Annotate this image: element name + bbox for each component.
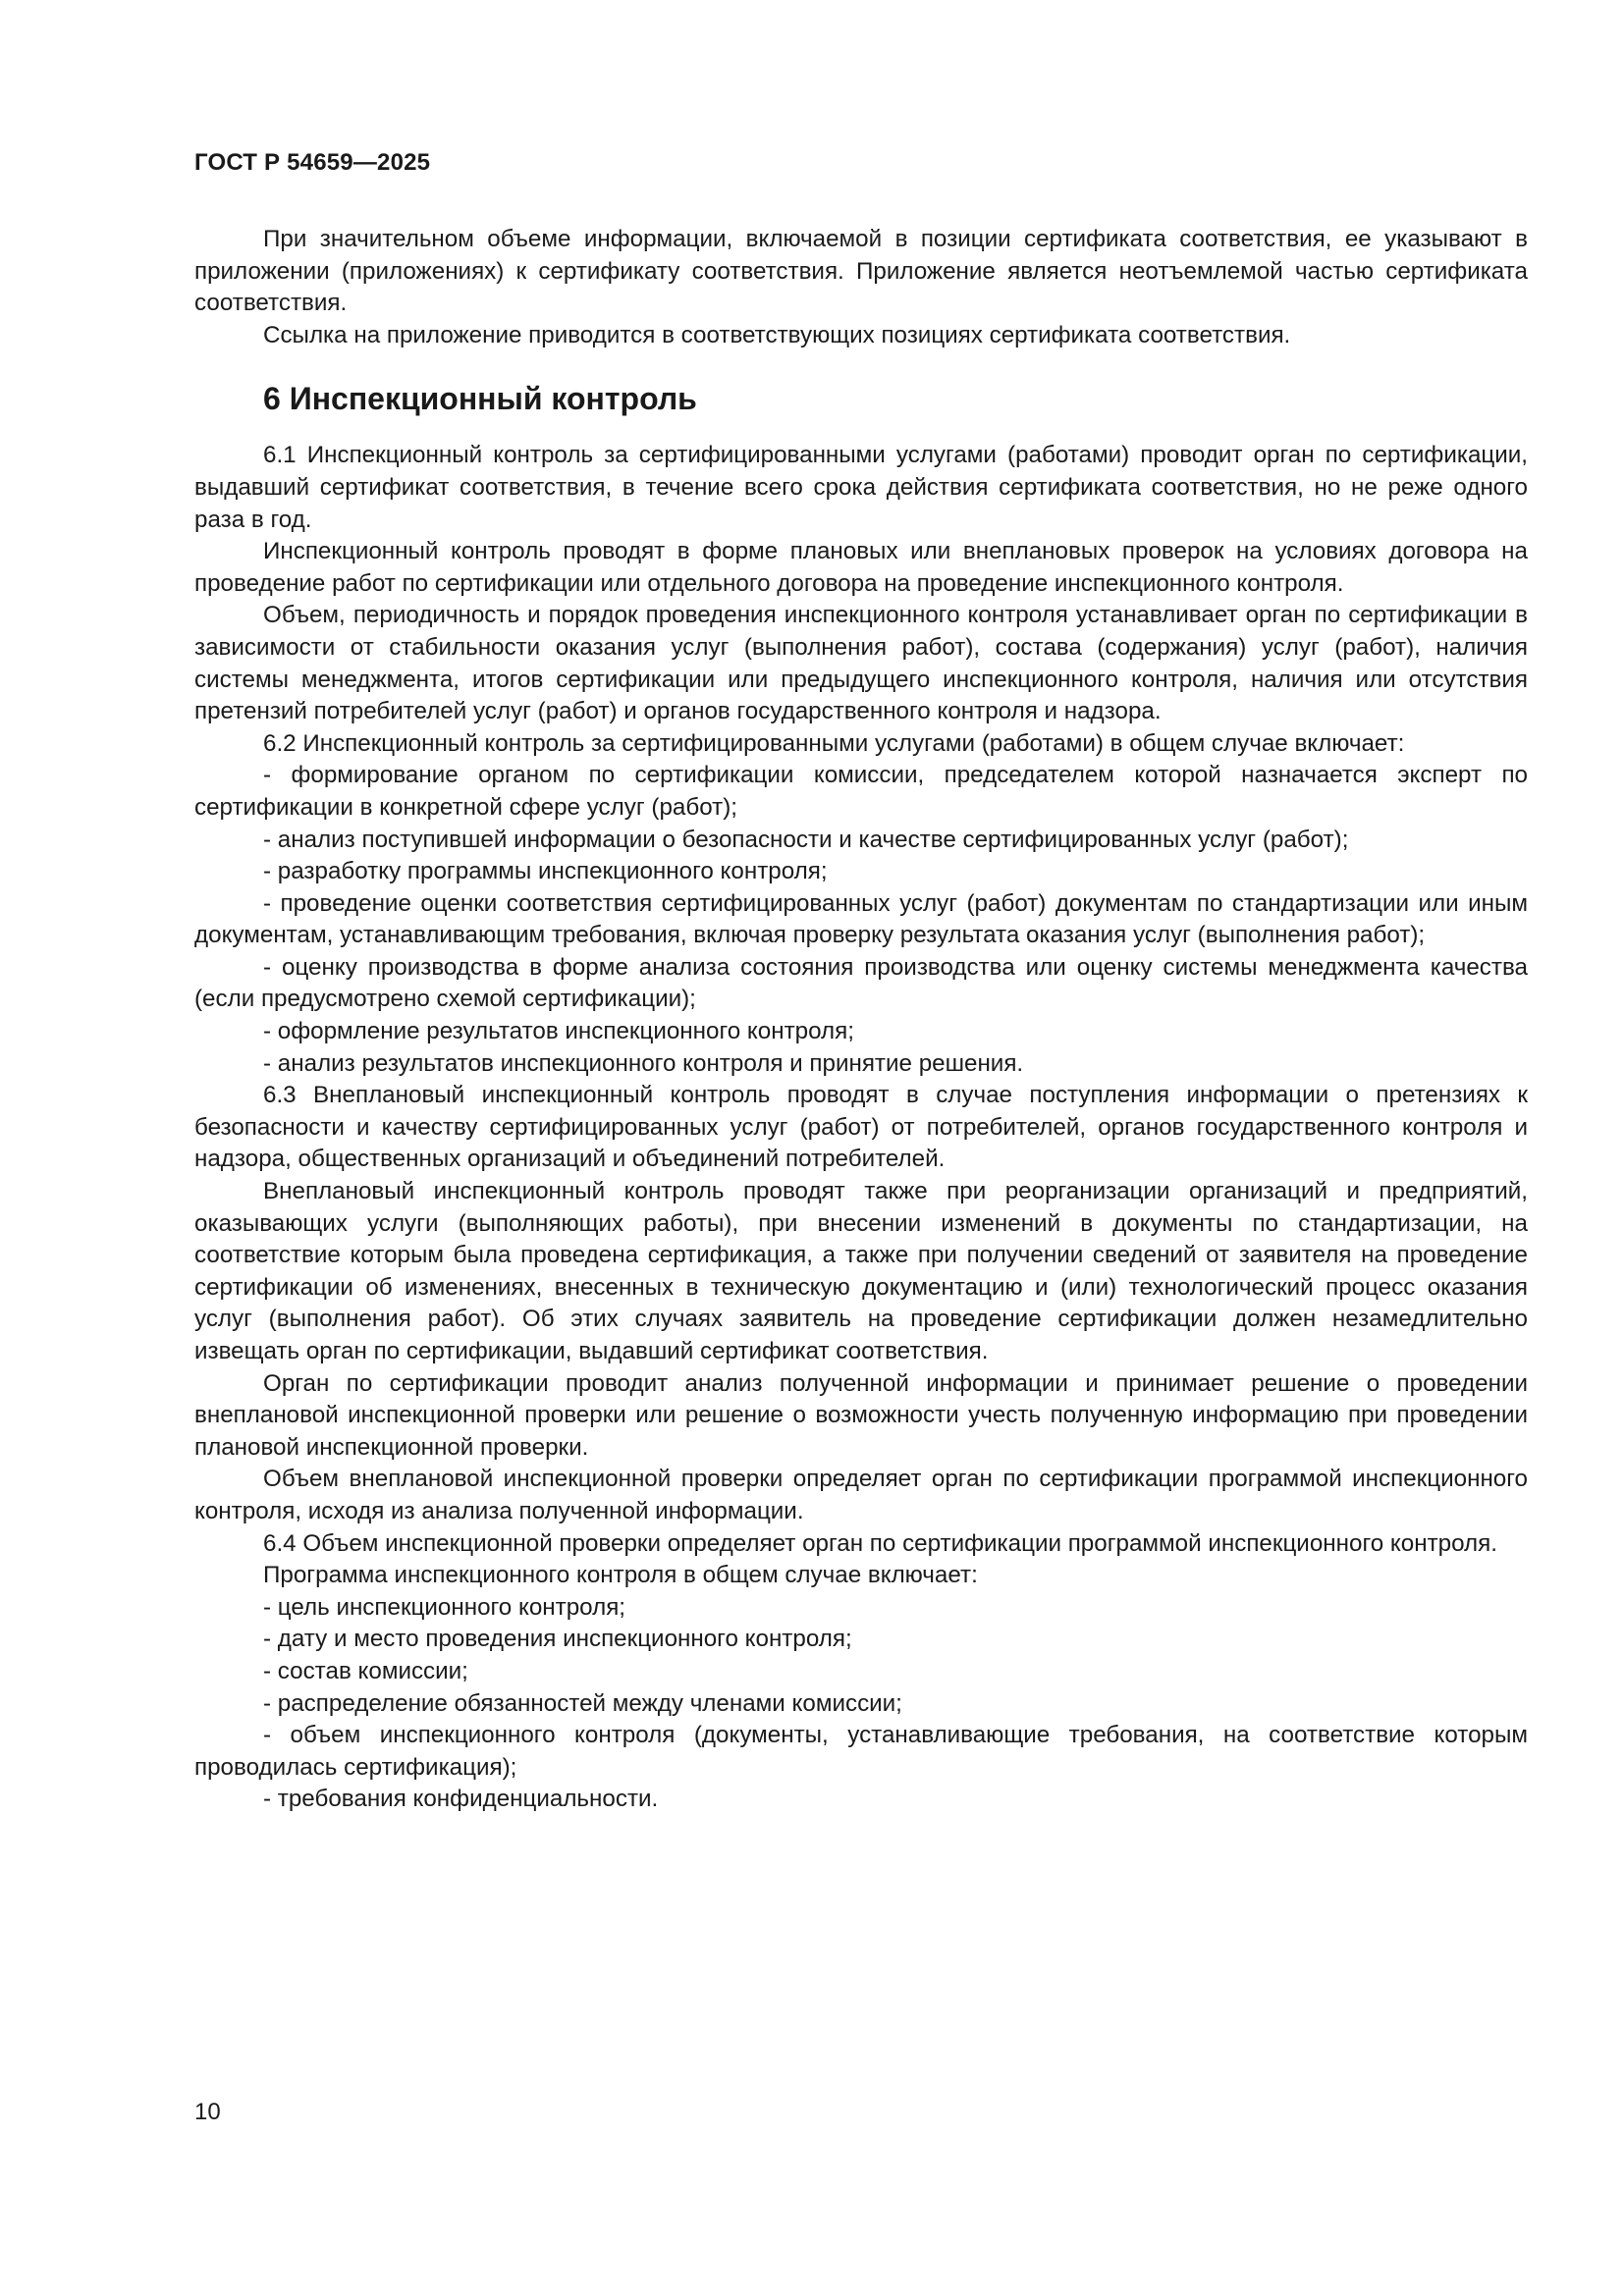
paragraph-6-1: 6.1 Инспекционный контроль за сертифицированными услугами (работами) проводит орган по сертификации, выдавший сертификат соответствия, в течение всего срока действия сертификата соответствия, но не реже одного раза в год.	[194, 442, 1528, 533]
list-item: - распределение обязанностей между членами комиссии;	[263, 1689, 902, 1717]
paragraph: Внеплановый инспекционный контроль проводят также при реорганизации организаций и предприятий, оказывающих услуги (выполняющих работы), при внесении изменений в документы по стандартизации, на соответствие которым была проведена сертификация, а также при получении сведений от заявителя на проведение сертификации об изменениях, внесенных в техническую документацию и (или) технологический процесс оказания услуг (выполнения работ). Об этих случаях заявитель на проведение сертификации должен незамедлительно извещать орган по сертификации, выдавший сертификат соответствия.	[194, 1178, 1528, 1364]
intro-paragraph: Ссылка на приложение приводится в соответствующих позициях сертификата соответствия.	[263, 321, 1291, 348]
section-title: 6 Инспекционный контроль	[263, 381, 697, 417]
paragraph-6-2: 6.2 Инспекционный контроль за сертифицированными услугами (работами) в общем случае включает:	[263, 729, 1405, 757]
paragraph: Объем, периодичность и порядок проведения инспекционного контроля устанавливает орган по сертификации в зависимости от стабильности оказания услуг (выполнения работ), состава (содержания) услуг (работ), наличия системы менеджмента, итогов сертификации или предыдущего инспекционного контроля, наличия или отсутствия претензий потребителей услуг (работ) и органов государственного контроля и надзора.	[194, 602, 1528, 725]
list-item: - дату и место проведения инспекционного контроля;	[263, 1626, 852, 1653]
intro-paragraph: При значительном объеме информации, включаемой в позиции сертификата соответствия, ее указывают в приложении (приложениях) к сертификату соответствия. Приложение является неотъемлемой частью сертификата соответствия.	[194, 226, 1528, 317]
list-item: - требования конфиденциальности.	[263, 1786, 659, 1813]
paragraph: Орган по сертификации проводит анализ полученной информации и принимает решение о проведении внеплановой инспекционной проверки или решение о возможности учесть полученную информацию при проведении плановой инспекционной проверки.	[194, 1369, 1528, 1461]
paragraph-6-3: 6.3 Внеплановый инспекционный контроль проводят в случае поступления информации о претензиях к безопасности и качеству сертифицированных услуг (работ) от потребителей, органов государственного контроля и надзора, общественных организаций и объединений потребителей.	[194, 1082, 1528, 1173]
list-item: - анализ поступившей информации о безопасности и качестве сертифицированных услуг (работ);	[263, 826, 1349, 853]
paragraph: Инспекционный контроль проводят в форме плановых или внеплановых проверок на условиях договора на проведение работ по сертификации или отдельного договора на проведение инспекционного контроля.	[194, 538, 1528, 597]
document-header: ГОСТ Р 54659—2025	[194, 149, 431, 176]
list-item: - оценку производства в форме анализа состояния производства или оценку системы менеджмента качества (если предусмотрено схемой сертификации);	[194, 953, 1528, 1013]
list-item: - цель инспекционного контроля;	[263, 1593, 626, 1621]
paragraph-6-4: 6.4 Объем инспекционной проверки определяет орган по сертификации программой инспекционного контроля.	[263, 1529, 1497, 1557]
list-item: - формирование органом по сертификации комиссии, председателем которой назначается эксперт по сертификации в конкретной сфере услуг (работ);	[194, 762, 1528, 821]
paragraph: Программа инспекционного контроля в общем случае включает:	[263, 1562, 978, 1589]
list-item: - оформление результатов инспекционного контроля;	[263, 1018, 854, 1045]
paragraph: Объем внеплановой инспекционной проверки определяет орган по сертификации программой инспекционного контроля, исходя из анализа полученной информации.	[194, 1466, 1528, 1524]
document-body	[194, 224, 1528, 1816]
page-number: 10	[194, 2099, 221, 2125]
list-item: - проведение оценки соответствия сертифицированных услуг (работ) документам по стандартизации или иным документам, устанавливающим требования, включая проверку результата оказания услуг (выполнения работ);	[194, 889, 1528, 949]
list-item: - разработку программы инспекционного контроля;	[263, 858, 828, 885]
list-item: - анализ результатов инспекционного контроля и принятие решения.	[263, 1049, 1024, 1077]
list-item: - объем инспекционного контроля (документы, устанавливающие требования, на соответствие которым проводилась сертификация);	[194, 1722, 1528, 1781]
list-item: - состав комиссии;	[263, 1657, 468, 1684]
